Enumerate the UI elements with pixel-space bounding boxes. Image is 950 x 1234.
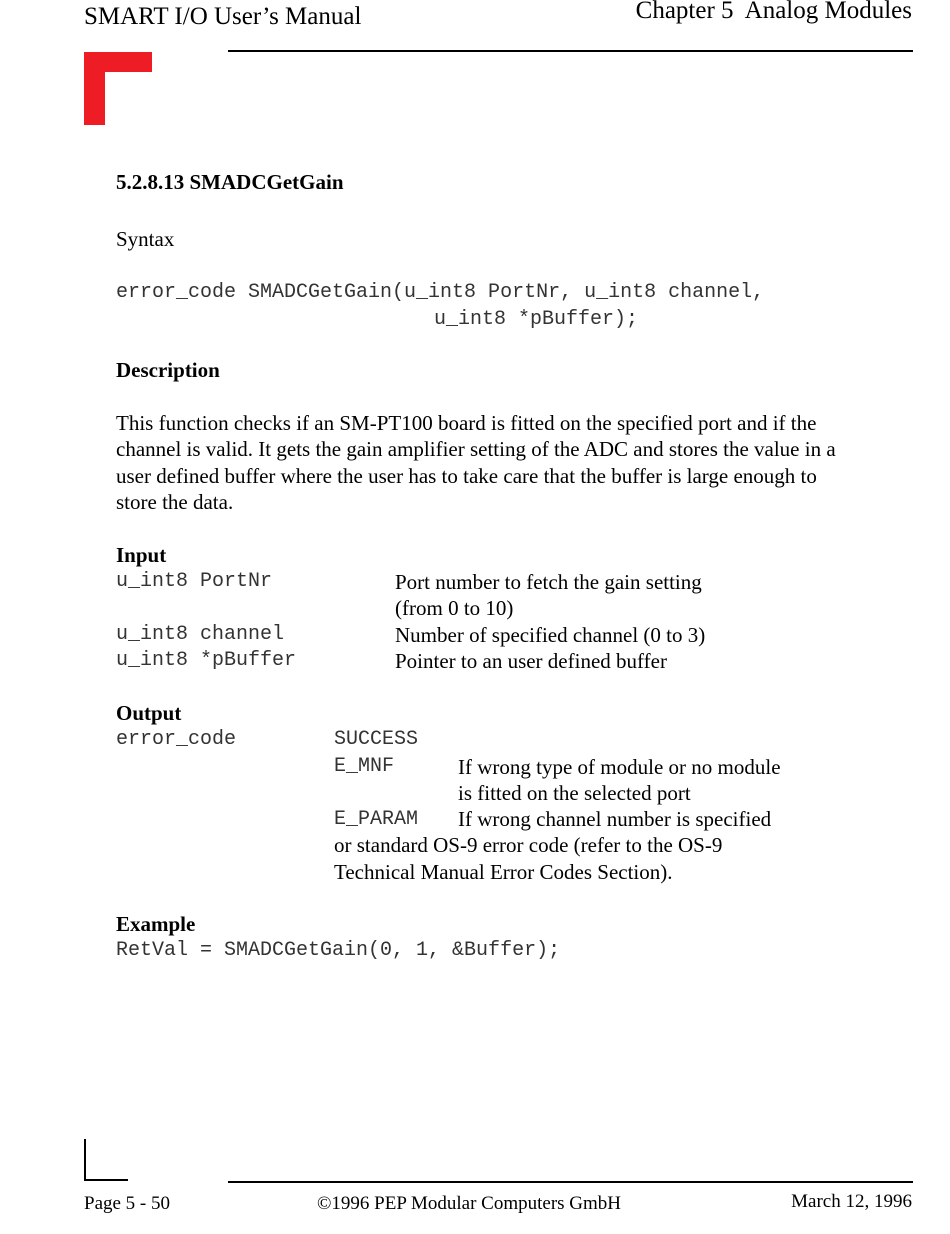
input-param-pbuffer: u_int8 *pBuffer: [116, 649, 297, 672]
syntax-line-2: u_int8 *pBuffer);: [434, 308, 639, 331]
output-note-1: or standard OS-9 error code (refer to the OS-9: [334, 833, 723, 857]
section-title: 5.2.8.13 SMADCGetGain: [116, 170, 344, 194]
copyright: ©1996 PEP Modular Computers GmbH: [317, 1193, 622, 1214]
description-text: This function checks if an SM-PT100 board is fitted on the specified port and if the channel is valid. It gets the gain amplifier setting of the ADC and stores the value in a user defined buffer where the user has to take care that the buffer is large enough to store the data.: [116, 411, 836, 514]
output-desc-eparam: If wrong channel number is specified: [458, 807, 772, 831]
example-code: RetVal = SMADCGetGain(0, 1, &Buffer);: [116, 939, 561, 962]
header-rule: [228, 50, 913, 52]
output-param: error_code: [116, 728, 237, 751]
syntax-line-1: error_code SMADCGetGain(u_int8 PortNr, u_int8 channel,: [116, 281, 765, 304]
output-label: Output: [116, 701, 182, 725]
output-note-2: Technical Manual Error Codes Section).: [334, 860, 673, 884]
input-desc-portnr: Port number to fetch the gain setting: [395, 570, 702, 594]
output-desc-emnf-2: is fitted on the selected port: [458, 781, 691, 805]
input-desc-pbuffer: Pointer to an user defined buffer: [395, 649, 667, 673]
syntax-label: Syntax: [116, 227, 175, 251]
input-desc-portnr-range: (from 0 to 10): [395, 596, 514, 620]
footer-corner-vertical: [84, 1139, 86, 1181]
output-desc-emnf: If wrong type of module or no module: [458, 755, 781, 779]
footer-corner-horizontal: [84, 1179, 128, 1181]
input-label: Input: [116, 543, 167, 567]
input-param-portnr: u_int8 PortNr: [116, 570, 273, 593]
footer-date: March 12, 1996: [791, 1191, 912, 1212]
output-code-eparam: E_PARAM: [334, 808, 419, 831]
output-success: SUCCESS: [334, 728, 419, 751]
corner-mark-left: [84, 52, 105, 125]
description-label: Description: [116, 358, 220, 382]
chapter-title: Chapter 5 Analog Modules: [635, 0, 912, 24]
page-number: Page 5 - 50: [84, 1193, 171, 1214]
example-label: Example: [116, 912, 196, 936]
footer-rule: [228, 1181, 913, 1183]
input-desc-channel: Number of specified channel (0 to 3): [395, 623, 706, 647]
input-param-channel: u_int8 channel: [116, 623, 285, 646]
output-code-emnf: E_MNF: [334, 755, 395, 778]
manual-title: SMART I/O User’s Manual: [84, 3, 362, 30]
